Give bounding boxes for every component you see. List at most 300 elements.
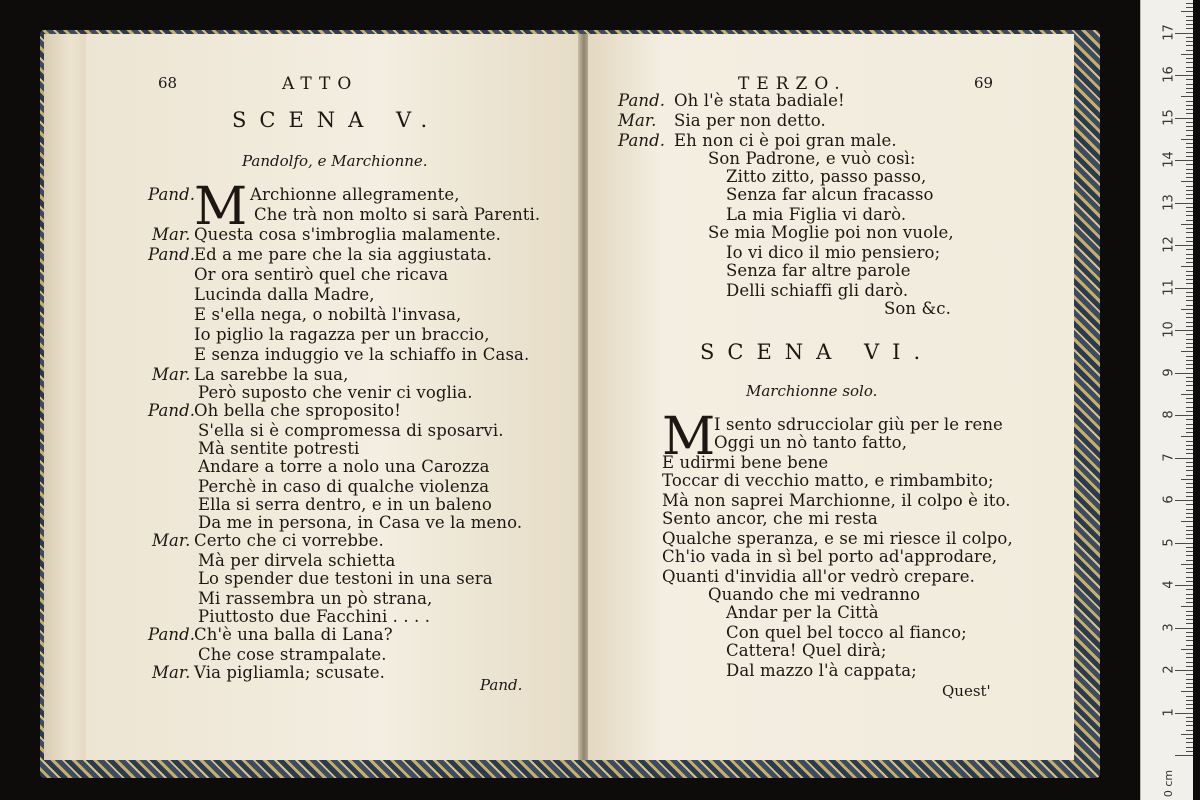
line-text: La sarebbe la sua,: [194, 365, 349, 384]
ruler-tick: [1186, 58, 1193, 59]
ruler-number: 16: [1161, 66, 1177, 83]
ruler-tick: [1186, 572, 1193, 573]
text-line: [148, 625, 393, 644]
right-subtitle: Marchionne solo.: [746, 382, 878, 400]
ruler-tick: [1186, 390, 1193, 391]
text-line: [714, 416, 1003, 434]
speaker-label: Mar.: [152, 663, 191, 682]
line-text: E s'ella nega, o nobiltà l'invasa,: [194, 305, 462, 324]
ruler-tick: [1186, 156, 1193, 157]
ruler-tick: [1186, 271, 1193, 272]
ruler-tick: [1186, 105, 1193, 106]
text-line: [194, 306, 461, 324]
line-text: Questa cosa s'imbroglia malamente.: [194, 225, 502, 244]
speaker-label: Pand.: [148, 245, 196, 264]
ruler-tick: [1181, 309, 1193, 310]
measuring-ruler: [1140, 0, 1193, 800]
ruler-tick: [1186, 411, 1193, 412]
ruler-tick: [1186, 122, 1193, 123]
ruler-tick: [1175, 670, 1193, 671]
left-scene-title: SCENA V.: [232, 108, 441, 132]
ruler-tick: [1181, 96, 1193, 97]
line-text: Io piglio la ragazza per un braccio,: [194, 325, 490, 344]
ruler-tick: [1186, 241, 1193, 242]
ruler-tick: [1186, 194, 1193, 195]
ruler-tick: [1186, 551, 1193, 552]
ruler-tick: [1186, 547, 1193, 548]
ruler-tick: [1181, 734, 1193, 735]
ruler-tick: [1175, 713, 1193, 714]
text-line: [726, 206, 906, 224]
right-dropcap: M: [662, 407, 716, 467]
line-text: Ed a me pare che la sia aggiustata.: [194, 245, 492, 264]
line-text: Sia per non detto.: [674, 111, 826, 130]
ruler-tick: [1186, 186, 1193, 187]
text-line: [708, 586, 920, 604]
ruler-tick: [1186, 262, 1193, 263]
ruler-tick: [1186, 45, 1193, 46]
line-text: Ch'io vada in sì bel porto ad'approdare,: [662, 547, 998, 566]
ruler-tick: [1186, 37, 1193, 38]
ruler-tick: [1186, 534, 1193, 535]
line-text: Con quel bel tocco al fianco;: [726, 623, 967, 642]
line-text: Piuttosto due Facchini . . . .: [198, 607, 431, 626]
ruler-tick: [1186, 322, 1193, 323]
speaker-label: Mar.: [152, 225, 191, 244]
speaker-label: Mar.: [152, 365, 191, 384]
ruler-tick: [1186, 530, 1193, 531]
line-text: Mà sentite potresti: [198, 439, 360, 458]
ruler-tick: [1186, 7, 1193, 8]
ruler-tick: [1186, 283, 1193, 284]
ruler-tick: [1186, 220, 1193, 221]
ruler-tick: [1186, 640, 1193, 641]
line-text: Che trà non molto si sarà Parenti.: [254, 205, 541, 224]
text-line: [726, 624, 967, 642]
line-text: Ch'è una balla di Lana?: [194, 625, 393, 644]
ruler-tick: [1186, 62, 1193, 63]
ruler-tick: [1186, 517, 1193, 518]
ruler-tick: [1175, 755, 1193, 756]
ruler-tick: [1186, 462, 1193, 463]
ruler-tick: [1186, 113, 1193, 114]
ruler-tick: [1175, 415, 1193, 416]
ruler-tick: [1186, 152, 1193, 153]
ruler-tick: [1186, 67, 1193, 68]
ruler-tick: [1186, 377, 1193, 378]
line-text: Delli schiaffi gli darò.: [726, 281, 909, 300]
ruler-tick: [1186, 254, 1193, 255]
left-page-number: 68: [158, 74, 178, 92]
ruler-tick: [1186, 492, 1193, 493]
ruler-tick: [1186, 228, 1193, 229]
text-line: [726, 642, 887, 660]
ruler-tick: [1186, 101, 1193, 102]
ruler-tick: [1186, 589, 1193, 590]
ruler-number: 17: [1161, 23, 1177, 41]
left-dropcap: M: [194, 177, 248, 237]
line-text: Mà non saprei Marchionne, il colpo è ito.: [662, 491, 1011, 510]
ruler-tick: [1186, 20, 1193, 21]
ruler-tick: [1186, 211, 1193, 212]
ruler-number: 1: [1161, 707, 1177, 717]
line-text: Quanti d'invidia all'or vedrò crepare.: [662, 567, 975, 586]
text-line: [662, 548, 997, 566]
line-text: Sento ancor, che mi resta: [662, 509, 878, 528]
ruler-number: 9: [1161, 367, 1177, 377]
ruler-tick: [1181, 224, 1193, 225]
line-text: Qualche speranza, e se mi riesce il colpo,: [662, 529, 1013, 548]
speaker-label: Mar.: [152, 531, 191, 550]
line-text: Archionne allegramente,: [250, 185, 460, 204]
speaker-label: Pand.: [148, 185, 196, 204]
text-line: [194, 266, 448, 284]
line-text: Toccar di vecchio matto, e rimbambito;: [662, 471, 994, 490]
ruler-tick: [1181, 691, 1193, 692]
right-scene-title: SCENA VI.: [700, 340, 934, 364]
ruler-tick: [1186, 177, 1193, 178]
ruler-tick: [1175, 585, 1193, 586]
ruler-tick: [1186, 432, 1193, 433]
ruler-tick: [1186, 581, 1193, 582]
ruler-tick: [1186, 453, 1193, 454]
ruler-tick: [1186, 730, 1193, 731]
ruler-tick: [1186, 657, 1193, 658]
ruler-tick: [1186, 428, 1193, 429]
ruler-tick: [1186, 747, 1193, 748]
line-text: Ella si serra dentro, e in un baleno: [198, 495, 492, 514]
ruler-tick: [1186, 215, 1193, 216]
ruler-tick: [1186, 645, 1193, 646]
line-text: Mà per dirvela schietta: [198, 551, 396, 570]
ruler-tick: [1186, 92, 1193, 93]
text-line: [152, 225, 502, 244]
ruler-tick: [1175, 118, 1193, 119]
ruler-tick: [1186, 407, 1193, 408]
ruler-tick: [1186, 611, 1193, 612]
ruler-tick: [1186, 725, 1193, 726]
line-text: Quando che mi vedranno: [708, 585, 921, 604]
text-line: [662, 568, 975, 586]
ruler-tick: [1186, 275, 1193, 276]
ruler-tick: [1186, 594, 1193, 595]
ruler-tick: [1186, 602, 1193, 603]
line-text: Andar per la Città: [726, 603, 879, 622]
ruler-tick: [1186, 300, 1193, 301]
text-line: [198, 570, 493, 588]
line-text: E udirmi bene bene: [662, 453, 829, 472]
ruler-tick: [1175, 543, 1193, 544]
ruler-tick: [1175, 75, 1193, 76]
ruler-tick: [1186, 84, 1193, 85]
ruler-tick: [1186, 674, 1193, 675]
line-text: Lo spender due testoni in una sera: [198, 569, 493, 588]
line-text: Senza far altre parole: [726, 261, 911, 280]
text-line: [708, 224, 954, 242]
ruler-number: 2: [1161, 665, 1177, 674]
ruler-tick: [1181, 521, 1193, 522]
text-line: [198, 496, 492, 514]
ruler-tick: [1186, 696, 1193, 697]
ruler-tick: [1181, 181, 1193, 182]
text-line: [148, 245, 492, 264]
line-text: Or ora sentirò quel che ricava: [194, 265, 449, 284]
ruler-number: 6: [1161, 495, 1177, 504]
text-line: [198, 646, 387, 664]
ruler-tick: [1186, 169, 1193, 170]
text-line: [198, 552, 395, 570]
page-stack-edge: [44, 34, 88, 760]
ruler-tick: [1186, 326, 1193, 327]
ruler-tick: [1186, 402, 1193, 403]
ruler-tick: [1186, 441, 1193, 442]
text-line: [884, 300, 951, 318]
text-line: [726, 186, 934, 204]
line-text: S'ella si è compromessa di sposarvi.: [198, 421, 504, 440]
ruler-tick: [1186, 190, 1193, 191]
line-text: Oh l'è stata badiale!: [674, 91, 845, 110]
line-text: Da me in persona, in Casa ve la meno.: [198, 513, 523, 532]
ruler-tick: [1186, 334, 1193, 335]
text-line: [198, 514, 522, 532]
line-text: Zitto zitto, passo passo,: [726, 167, 927, 186]
ruler-tick: [1186, 135, 1193, 136]
text-line: [726, 662, 917, 680]
text-line: [618, 111, 826, 130]
speaker-label: Pand.: [148, 625, 196, 644]
ruler-tick: [1186, 258, 1193, 259]
ruler-tick: [1186, 3, 1193, 4]
right-running-head: TERZO.: [738, 74, 847, 94]
line-text: Eh non ci è poi gran male.: [674, 131, 897, 150]
ruler-number: 11: [1161, 278, 1177, 296]
ruler-tick: [1175, 33, 1193, 34]
ruler-tick: [1186, 126, 1193, 127]
speaker-label: Mar.: [618, 111, 657, 130]
text-line: [254, 206, 540, 224]
ruler-tick: [1181, 394, 1193, 395]
text-line: [198, 422, 504, 440]
ruler-number: 7: [1161, 452, 1177, 462]
ruler-tick: [1186, 147, 1193, 148]
line-text: Certo che ci vorrebbe.: [194, 531, 384, 550]
ruler-tick: [1186, 424, 1193, 425]
ruler-tick: [1186, 598, 1193, 599]
ruler-tick: [1181, 266, 1193, 267]
line-text: Oh bella che sproposito!: [194, 401, 401, 420]
text-line: [194, 286, 375, 304]
ruler-tick: [1186, 708, 1193, 709]
left-page: [86, 34, 580, 760]
ruler-number: 10: [1161, 321, 1177, 338]
line-text: La mia Figlia vi darò.: [726, 205, 907, 224]
ruler-tick: [1186, 619, 1193, 620]
left-running-head: ATTO: [282, 74, 359, 94]
ruler-tick: [1186, 313, 1193, 314]
ruler-tick: [1186, 292, 1193, 293]
ruler-tick: [1186, 296, 1193, 297]
text-line: [152, 663, 385, 682]
line-text: Son &c.: [884, 299, 951, 318]
ruler-tick: [1186, 632, 1193, 633]
text-line: [662, 510, 878, 528]
line-text: Senza far alcun fracasso: [726, 185, 934, 204]
ruler-tick: [1186, 143, 1193, 144]
line-text: Dal mazzo l'à cappata;: [726, 661, 917, 680]
speaker-label: Pand.: [148, 401, 196, 420]
speaker-label: Pand.: [618, 131, 666, 150]
ruler-tick: [1186, 679, 1193, 680]
text-line: [198, 384, 473, 402]
ruler-tick: [1186, 164, 1193, 165]
ruler-tick: [1186, 717, 1193, 718]
ruler-tick: [1175, 245, 1193, 246]
ruler-tick: [1186, 279, 1193, 280]
ruler-tick: [1186, 305, 1193, 306]
ruler-tick: [1186, 751, 1193, 752]
ruler-tick: [1175, 458, 1193, 459]
ruler-tick: [1186, 687, 1193, 688]
ruler-tick: [1186, 721, 1193, 722]
ruler-tick: [1186, 568, 1193, 569]
text-line: [726, 604, 879, 622]
text-line: [152, 365, 349, 384]
ruler-tick: [1186, 555, 1193, 556]
ruler-tick: [1175, 500, 1193, 501]
text-line: [726, 168, 926, 186]
ruler-tick: [1186, 368, 1193, 369]
text-line: [662, 530, 1013, 548]
ruler-tick: [1186, 700, 1193, 701]
ruler-tick: [1186, 615, 1193, 616]
ruler-tick: [1175, 628, 1193, 629]
left-catchword: Pand.: [480, 676, 523, 694]
line-text: Perchè in caso di qualche violenza: [198, 477, 490, 496]
ruler-number: 15: [1161, 108, 1177, 126]
ruler-tick: [1186, 653, 1193, 654]
line-text: Mi rassembra un pò strana,: [198, 589, 433, 608]
text-line: [618, 91, 845, 110]
ruler-tick: [1186, 198, 1193, 199]
ruler-tick: [1175, 203, 1193, 204]
text-line: [714, 434, 907, 452]
text-line: [148, 401, 401, 420]
text-line: [726, 262, 911, 280]
ruler-tick: [1175, 330, 1193, 331]
ruler-tick: [1181, 564, 1193, 565]
ruler-tick: [1175, 373, 1193, 374]
text-line: [618, 131, 897, 150]
ruler-tick: [1175, 160, 1193, 161]
ruler-number: 13: [1161, 193, 1177, 211]
line-text: Però suposto che venir ci voglia.: [198, 383, 473, 402]
ruler-tick: [1186, 339, 1193, 340]
ruler-unit-label: 0 cm: [1162, 769, 1176, 798]
line-text: Cattera! Quel dirà;: [726, 641, 887, 660]
ruler-tick: [1181, 436, 1193, 437]
right-page: [588, 34, 1074, 760]
text-line: [198, 458, 490, 476]
text-line: [194, 346, 529, 364]
ruler-number: 4: [1161, 580, 1177, 589]
line-text: Oggi un nò tanto fatto,: [714, 433, 908, 452]
ruler-number: 12: [1161, 236, 1177, 253]
ruler-tick: [1186, 683, 1193, 684]
line-text: Andare a torre a nolo una Carozza: [198, 457, 490, 476]
ruler-tick: [1186, 738, 1193, 739]
ruler-tick: [1186, 356, 1193, 357]
ruler-tick: [1186, 71, 1193, 72]
line-text: Via pigliamla; scusate.: [194, 663, 385, 682]
ruler-tick: [1186, 662, 1193, 663]
ruler-tick: [1181, 351, 1193, 352]
ruler-tick: [1186, 526, 1193, 527]
ruler-tick: [1186, 237, 1193, 238]
ruler-tick: [1186, 666, 1193, 667]
ruler-tick: [1186, 16, 1193, 17]
speaker-label: Pand.: [618, 91, 666, 110]
ruler-tick: [1186, 173, 1193, 174]
ruler-tick: [1186, 364, 1193, 365]
ruler-tick: [1186, 317, 1193, 318]
text-line: [198, 440, 359, 458]
ruler-number: 14: [1161, 151, 1177, 168]
ruler-tick: [1186, 343, 1193, 344]
line-text: Son Padrone, e vuò così:: [708, 149, 916, 168]
ruler-tick: [1186, 88, 1193, 89]
line-text: E senza induggio ve la schiaffo in Casa.: [194, 345, 530, 364]
ruler-number: 5: [1161, 537, 1177, 547]
ruler-tick: [1186, 232, 1193, 233]
text-line: [152, 531, 384, 550]
ruler-tick: [1186, 487, 1193, 488]
ruler-tick: [1186, 496, 1193, 497]
left-subtitle: Pandolfo, e Marchionne.: [242, 152, 428, 170]
ruler-tick: [1181, 139, 1193, 140]
ruler-tick: [1186, 109, 1193, 110]
line-text: I sento sdrucciolar giù per le rene: [714, 415, 1003, 434]
ruler-tick: [1186, 470, 1193, 471]
line-text: Io vi dico il mio pensiero;: [726, 243, 941, 262]
ruler-number: 3: [1161, 622, 1177, 632]
ruler-tick: [1186, 483, 1193, 484]
right-catchword: Quest': [942, 682, 991, 700]
ruler-tick: [1186, 509, 1193, 510]
ruler-tick: [1186, 560, 1193, 561]
ruler-tick: [1186, 419, 1193, 420]
ruler-tick: [1186, 398, 1193, 399]
text-line: [198, 478, 489, 496]
ruler-tick: [1181, 649, 1193, 650]
ruler-tick: [1186, 704, 1193, 705]
text-line: [662, 492, 1011, 510]
ruler-tick: [1186, 445, 1193, 446]
ruler-tick: [1186, 577, 1193, 578]
ruler-tick: [1186, 249, 1193, 250]
line-text: Lucinda dalla Madre,: [194, 285, 375, 304]
ruler-tick: [1186, 24, 1193, 25]
text-line: [726, 244, 940, 262]
ruler-tick: [1186, 385, 1193, 386]
ruler-tick: [1181, 479, 1193, 480]
ruler-tick: [1186, 381, 1193, 382]
text-line: [662, 472, 994, 490]
ruler-tick: [1186, 742, 1193, 743]
text-line: [708, 150, 916, 168]
ruler-tick: [1186, 79, 1193, 80]
ruler-tick: [1186, 475, 1193, 476]
text-line: [198, 608, 430, 626]
